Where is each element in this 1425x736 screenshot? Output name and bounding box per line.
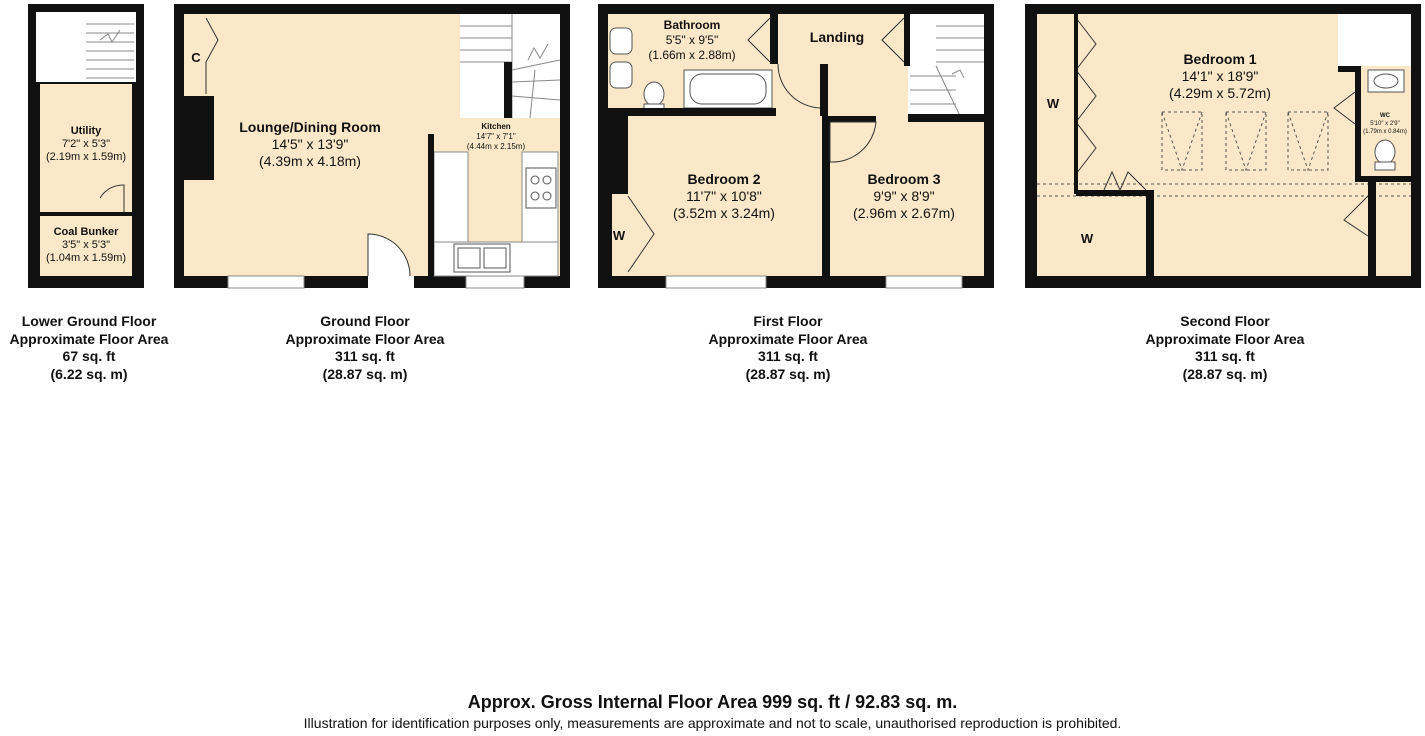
bedroom1-imperial: 14'1" x 18'9" xyxy=(1181,68,1259,84)
disclaimer: Illustration for identification purposes only, measurements are approximate and not to scale, unauthorised reproduction is prohibited. xyxy=(303,715,1122,731)
bathroom-name: Bathroom xyxy=(663,18,721,32)
first-wardrobe-label: W xyxy=(612,228,626,243)
coal-bunker-imperial: 3'5" x 5'3" xyxy=(61,239,111,251)
bedroom2-metric: (3.52m x 3.24m) xyxy=(673,205,775,221)
gross-floor-area: Approx. Gross Internal Floor Area 999 sq. ft / 92.83 sq. m. xyxy=(467,692,958,712)
sink-icon xyxy=(454,244,510,272)
bedroom2-name: Bedroom 2 xyxy=(687,171,761,187)
kitchen-metric: (4.44m x 2.15m) xyxy=(466,142,526,151)
bedroom3-name: Bedroom 3 xyxy=(867,171,941,187)
first-area-label: Approximate Floor Area xyxy=(708,330,868,347)
second-wardrobe-label-lower: W xyxy=(1080,231,1094,246)
second-area-sqft: 311 sq. ft xyxy=(1195,348,1255,364)
ground-cupboard-label: C xyxy=(191,50,201,65)
lower-ground-area-sqft: 67 sq. ft xyxy=(62,348,116,364)
ground-title: Ground Floor xyxy=(320,313,410,329)
ground-area-sqft: 311 sq. ft xyxy=(335,348,395,364)
first-area-sqft: 311 sq. ft xyxy=(758,348,818,364)
lower-ground-area-label: Approximate Floor Area xyxy=(9,330,169,347)
first-title: First Floor xyxy=(753,313,823,329)
second-title: Second Floor xyxy=(1180,313,1270,329)
second-area-label: Approximate Floor Area xyxy=(1145,330,1305,347)
wc-toilet-icon xyxy=(1375,140,1395,170)
lounge-metric: (4.39m x 4.18m) xyxy=(259,153,361,169)
wc-name: WC xyxy=(1380,113,1390,119)
utility-name: Utility xyxy=(70,125,102,137)
bedroom3-imperial: 9'9" x 8'9" xyxy=(873,188,935,204)
bathroom-metric: (1.66m x 2.88m) xyxy=(648,48,736,62)
second-caption xyxy=(1125,313,1325,383)
ground-floor-plan xyxy=(174,4,570,288)
lower-ground-area-sqm: (6.22 sq. m) xyxy=(50,365,128,382)
lower-ground-plan xyxy=(28,4,144,288)
wc-basin-icon xyxy=(1368,70,1404,92)
bedroom1-name: Bedroom 1 xyxy=(1183,51,1257,67)
second-wardrobe-label-upper: W xyxy=(1046,96,1060,111)
lower-ground-caption xyxy=(0,313,178,383)
coal-bunker-name: Coal Bunker xyxy=(53,226,119,238)
kitchen-imperial: 14'7" x 7'1" xyxy=(476,132,516,141)
ground-caption xyxy=(265,313,465,383)
bedroom1-metric: (4.29m x 5.72m) xyxy=(1169,85,1271,101)
wc-imperial: 5'10" x 2'9" xyxy=(1370,121,1400,127)
kitchen-name: Kitchen xyxy=(481,122,511,131)
toilet-icon xyxy=(644,82,664,110)
lounge-name: Lounge/Dining Room xyxy=(239,119,381,135)
first-area-sqm: (28.87 sq. m) xyxy=(745,365,831,382)
lounge-imperial: 14'5" x 13'9" xyxy=(271,136,349,152)
second-area-sqm: (28.87 sq. m) xyxy=(1182,365,1268,382)
wc-metric: (1.79m x 0.84m) xyxy=(1363,129,1407,135)
bedroom2-imperial: 11'7" x 10'8" xyxy=(686,188,762,204)
first-caption xyxy=(688,313,888,383)
ground-area-sqm: (28.87 sq. m) xyxy=(322,365,408,382)
first-floor-plan xyxy=(598,4,994,288)
bathroom-imperial: 5'5" x 9'5" xyxy=(665,33,719,47)
landing-name: Landing xyxy=(809,29,865,45)
hob-icon xyxy=(526,168,556,208)
coal-bunker-metric: (1.04m x 1.59m) xyxy=(45,252,127,264)
lower-ground-title: Lower Ground Floor xyxy=(21,313,157,329)
bedroom3-metric: (2.96m x 2.67m) xyxy=(853,205,955,221)
second-floor-plan xyxy=(1025,4,1421,288)
utility-metric: (2.19m x 1.59m) xyxy=(45,151,127,163)
ground-area-label: Approximate Floor Area xyxy=(285,330,445,347)
bath-icon xyxy=(684,70,772,108)
utility-imperial: 7'2" x 5'3" xyxy=(61,138,111,150)
